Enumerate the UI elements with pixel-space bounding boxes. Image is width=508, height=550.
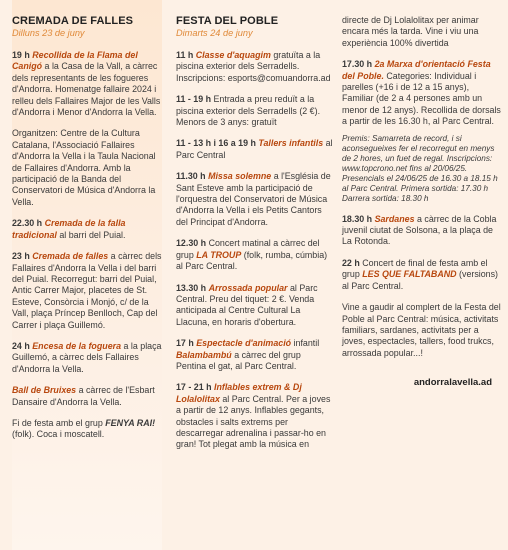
event-bruixes: Ball de Bruixes a càrrec de l'Esbart Dansaire d'Andorra la Vella. (12, 385, 155, 407)
event-missa: 11.30 h Missa solemne a l'Església de Sant Esteve amb la participació de l'orquestra del Conservatori de Música d'Andorra la Vella i els Petits Cantors del Principat d'Andorra. (176, 171, 331, 227)
section-title: FESTA DEL POBLE (176, 15, 279, 27)
event-inflables: 17 - 21 h Inflables extrem & Dj Lolalolitax al Parc Central. Per a joves a partir de 12 anys. Inflables gegants, obstacles i salts extrems per descarregar adrenalina i passar-ho en gran! Tot plegat amb la música en (176, 382, 331, 450)
event-aquagim: 11 h Classe d'aquagim gratuïta a la piscina exterior dels Serradells. Inscripcions: esports@comuandorra.ad (176, 50, 331, 83)
marxa-note: Premis: Samarreta de record, i si aconsegueixes fer el recorregut en menys de 2 hores, un fuet de regal. Inscripcions: www.topcrono.net fins al 20/06/25. Presencials el 24/06/25 de 16.30 a 18.15 h al Parc Central. Primera sortida: 17.30 h Darrera sortida: 18.30 h (342, 133, 498, 203)
event-falla-tradicional: 22.30 h Cremada de la falla tradicional al barri del Puial. (12, 218, 126, 240)
event-foguera: 24 h Encesa de la foguera a la plaça Guillemó, a càrrec dels Fallaires d'Andorra la Vella. (12, 340, 162, 374)
organizers-text: Organitzen: Centre de la Cultura Catalana, l'Associació Fallaires d'Andorra la Vella i la Taula Nacional de Fallaires d'Andorra. Amb la participació de la Banda del Conservatori de Música d'Andorra la Vella. (12, 128, 156, 207)
column-cremada (12, 0, 162, 550)
event-fi-festa: Fi de festa amb el grup FENYA RAI! (folk). Coca i moscatell. (12, 417, 156, 440)
event-piscina: 11 - 19 h Entrada a preu reduït a la piscina exterior dels Serradells (2 €). Menors de 3 anys: gratuït (176, 94, 321, 128)
event-concert-matinal: 12.30 h Concert matinal a càrrec del grup LA TROUP (folk, rumba, cúmbia) al Parc Central. (176, 238, 328, 272)
section-title: CREMADA DE FALLES (12, 15, 134, 27)
website-link[interactable]: andorralavella.ad (413, 377, 492, 389)
event-tallers: 11 - 13 h i 16 a 19 h Tallers infantils al Parc Central (176, 138, 333, 160)
column-festa-poble (176, 0, 333, 451)
event-flama: 19 h Recollida de la Flama del Canigó a la Casa de la Vall, a càrrec dels representants de les fogueres d'Andorra. Homenatge fallaire 2024 i relleu dels Fallaires Major de les Valls d'Andorra i Menor d'Andorra la Vella. (12, 50, 161, 118)
event-concert-final: 22 h Concert de final de festa amb el grup LES QUE FALTABAND (versions) al Parc Central. (342, 257, 499, 291)
event-cremada-falles: 23 h Cremada de falles a càrrec dels Fallaires d'Andorra la Vella i del barri del Puial. Recorregut: barri del Puial, Antic Carrer Major, placetes de St. Esteve, Consòrcia i Monjó, c/ de la Vall, plaça Príncep Benlloch, Cap del Carrer i plaça Guillemó. (12, 251, 162, 330)
event-sardanes: 18.30 h Sardanes a càrrec de la Cobla juvenil ciutat de Solsona, a la plaça de La Rotonda. (342, 213, 497, 247)
column-continued (342, 0, 502, 388)
section-date: Dimarts 24 de juny (176, 28, 253, 38)
event-arrossada: 13.30 h Arrossada popular al Parc Central. Preu del tiquet: 2 €. Venda anticipada al Centre Cultural La Llacuna, en horaris d'obertura. (176, 282, 318, 327)
event-espectacle: 17 h Espectacle d'animació infantil Balambambú a càrrec del grup Pentina el gat, al Parc Central. (176, 338, 320, 371)
section-date: Dilluns 23 de juny (12, 28, 85, 38)
event-marxa: 17.30 h 2a Marxa d'orientació Festa del Poble. Categories: Individual i parelles (+16 i de 12 a 15 anys), Familiar (de 2 a 4 persones amb un menor de 12 anys). Recollida de dorsals a partir de les 16.30 h, al Parc Central. (342, 59, 501, 127)
inflables-continued: directe de Dj Lolalolitax per animar encara més la tarda. Vine i viu una experiència 100% divertida (342, 15, 479, 48)
closing-text: Vine a gaudir al complert de la Festa del Poble al Parc Central: música, activitats familiars, sardanes, activitats per a joves, espectacles, tallers, food trukcs, arrossada popular...! (342, 302, 501, 358)
